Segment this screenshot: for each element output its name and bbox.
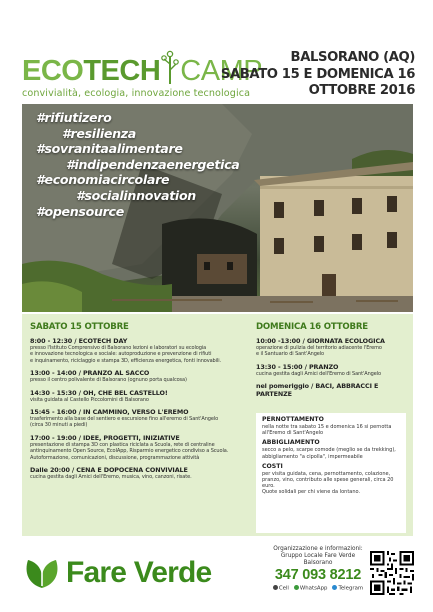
item-title: 13:30 - 15:00 / PRANZO <box>256 362 339 371</box>
item-desc: cucina gestita dagli Amici dell'Eremo, musica, vino, canzoni, risate. <box>30 474 192 481</box>
event-heading <box>221 50 415 100</box>
item-desc: presso il centro polivalente di Balsorano (ognuno porta qualcosa) <box>30 377 187 384</box>
program-item <box>30 434 235 461</box>
info-text: nella notte tra sabato 15 e domenica 16 si pernotta <box>262 424 392 430</box>
item-desc: e inquinamento, riciclaggio e stampa 3D, efficienza energetica, fonti innovabili. <box>30 357 221 364</box>
item-title: 13:00 - 14:00 / PRANZO AL SACCO <box>30 369 150 378</box>
program-item <box>30 408 235 429</box>
item-title: 17:00 - 19:00 / IDEE, PROGETTI, INIZIATIVE <box>30 433 180 442</box>
logo-camp: CAMP <box>180 55 263 87</box>
costi-section <box>262 463 406 496</box>
telegram-icon <box>332 585 337 590</box>
item-desc: trasferimento alla base del sentiero e escursione fino all'eremo di Sant'Angelo <box>30 416 219 423</box>
circuit-icon <box>161 50 179 86</box>
item-desc: presentazione di stampa 3D con plastica riciclata a Scuola, rete di centraline <box>30 441 215 448</box>
event-dates: SABATO 15 E DOMENICA 16 <box>220 66 415 82</box>
org-group: Gruppo Locale Fare Verde Balsorano <box>280 553 356 566</box>
contact-channels <box>270 585 366 592</box>
phone-number[interactable]: 347 093 8212 <box>274 567 362 583</box>
info-text: secco a pelo, scarpe comode (meglio se da trekking), <box>262 447 396 454</box>
logo-eco: ECO <box>22 55 84 87</box>
event-location: BALSORANO (AQ) <box>290 50 415 65</box>
hashtag: #economiacircolare <box>36 172 170 188</box>
info-text: all'Eremo di Sant'Angelo <box>262 430 324 437</box>
channel-label: Cell <box>278 585 289 592</box>
phone-icon <box>273 585 278 590</box>
info-title: COSTI <box>262 462 283 470</box>
event-month-year: OTTOBRE 2016 <box>308 83 415 98</box>
pernottamento-section <box>262 416 406 436</box>
item-desc: visita guidata al Castello Piccolomini di Balsorano <box>30 396 149 403</box>
hashtag: #opensource <box>36 203 124 219</box>
hashtag: #indipendenzaenergetica <box>66 156 240 172</box>
item-title: 8:00 - 12:30 / ECOTECH DAY <box>30 337 128 345</box>
program-section <box>22 314 413 536</box>
leaf-icon <box>22 556 62 590</box>
item-title: Dalle 20:00 / CENA E DOPOCENA CONVIVIALE <box>30 466 188 475</box>
hashtag: #resilienza <box>62 125 136 141</box>
saturday-column <box>30 314 235 485</box>
logo-tagline: convivialità, ecologia, innovazione tecnologica <box>22 88 251 99</box>
item-title: 10:00 -13:00 / GIORNATA ECOLOGICA <box>256 337 385 345</box>
item-desc: operazione di pulizia del territorio adiacente l'Eremo <box>256 345 382 351</box>
info-text: abbigliamento "a cipolla", impermeabile <box>262 453 363 460</box>
item-desc: presso l'Istituto Comprensivo di Balsorano lezioni e laboratori su ecologia <box>30 345 207 351</box>
info-box <box>256 413 406 533</box>
item-desc: cucina gestita dagli Amici dell'Eremo di Sant'Angelo <box>256 370 381 377</box>
hermitage-photo <box>22 104 413 312</box>
sunday-title: DOMENICA 16 OTTOBRE <box>256 322 368 332</box>
item-title: nel pomeriggio / BACI, ABBRACCI E PARTENZE <box>256 382 379 399</box>
info-text: per visita guidata, cena, pernottamento, colazione, <box>262 470 391 477</box>
cell-channel <box>273 585 289 592</box>
program-item <box>256 382 406 398</box>
program-item <box>30 466 235 480</box>
program-item <box>256 363 406 377</box>
item-desc: e il Santuario di Sant'Angelo <box>256 351 325 358</box>
hashtag-list <box>36 110 239 219</box>
item-desc: e innovazione tecnologica e sociale: autoproduzione e prevenzione di rifiuti <box>30 351 212 358</box>
item-title: 14:30 - 15:30 / OH, CHE BEL CASTELLO! <box>30 388 168 397</box>
hashtag: #sovranitaalimentare <box>36 141 183 157</box>
program-item <box>30 337 235 364</box>
abbigliamento-section <box>262 439 406 459</box>
saturday-title: SABATO 15 OTTOBRE <box>30 322 129 332</box>
info-text: Quote solidali per chi viene da lontano. <box>262 489 361 496</box>
hashtag: #socialinnovation <box>76 187 196 203</box>
item-desc: (circa 30 minuti a piedi) <box>30 422 88 429</box>
item-desc: Autoformazione, comunicazioni, discussione, programmazione attività <box>30 454 200 461</box>
program-item <box>30 369 235 383</box>
hashtag: #rifiutizero <box>36 110 112 125</box>
org-label: Organizzazione e informazioni: <box>273 546 363 552</box>
channel-label: Telegram <box>338 585 364 592</box>
program-item <box>256 337 406 358</box>
info-text: pranzo, vino, contributo alle spese generali, circa 20 euro. <box>262 477 394 490</box>
info-title: PERNOTTAMENTO <box>262 416 324 423</box>
info-title: ABBIGLIAMENTO <box>262 439 320 447</box>
whatsapp-icon <box>294 585 299 590</box>
brand-name: Fare Verde <box>66 556 212 589</box>
whatsapp-channel <box>294 585 328 592</box>
item-desc: antinquinamento Open Source, EcoIApp, Risparmio energetico condiviso a Scuola. <box>30 448 229 455</box>
qr-code[interactable] <box>370 551 414 595</box>
channel-label: WhatsApp <box>299 585 328 592</box>
fare-verde-logo <box>22 556 211 590</box>
program-item <box>30 389 235 403</box>
logo-tech: TECH <box>83 55 161 87</box>
sunday-column <box>256 314 406 403</box>
telegram-channel <box>332 585 363 592</box>
item-title: 15:45 - 16:00 / IN CAMMINO, VERSO L'EREMO <box>30 408 189 417</box>
organisation-info <box>270 546 366 592</box>
